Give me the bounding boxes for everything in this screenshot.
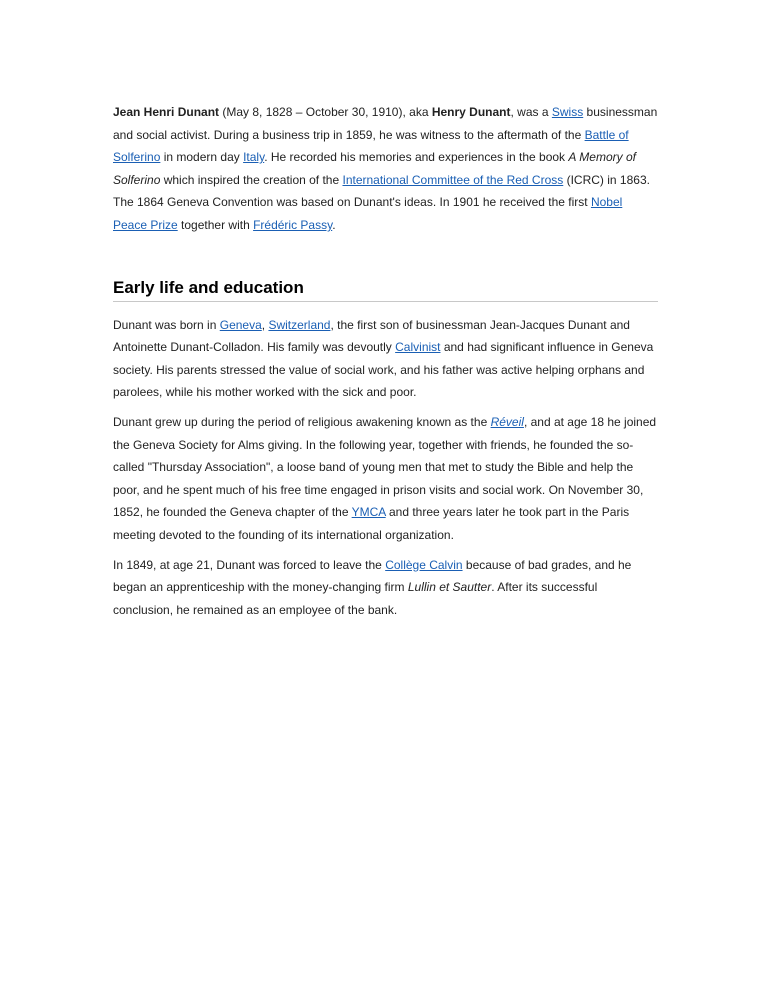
intro-text: together with [177,217,254,232]
book-title: A Memory of Solferino [113,150,636,187]
intro-text: in modern day [160,150,244,165]
subject-name: Jean Henri Dunant [113,105,220,119]
paragraph-text: , [261,317,269,332]
section-heading: Early life and education [113,277,658,302]
paragraph-text: because of bad grades, and he began an apprenticeship with the money-changing firm [113,557,632,595]
link-college-calvin[interactable]: Collège Calvin [385,557,463,572]
paragraph-text: Dunant was born in [113,317,220,332]
link-reveil[interactable]: Réveil [490,414,524,429]
link-italy[interactable]: Italy [243,150,265,165]
aka-name: Henry Dunant [431,105,511,119]
link-frederic-passy[interactable]: Frédéric Passy [253,217,333,232]
intro-text: which inspired the creation of the [160,172,343,187]
paragraph-text: . After its successful conclusion, he remained as an employee of the bank. [113,580,598,617]
intro-text: . [332,217,336,232]
paragraph-text: , and at age 18 he joined the Geneva Society for Alms giving. In the following year, together with friends, he founded the so-called "Thursday Association", a loose band of young men that met to study the Bible and help the poor, and he spent much of his free time engaged in prison visits and social work. On November 30, 1852, he founded the Geneva chapter of the [113,414,657,520]
intro-paragraph [113,101,658,237]
link-swiss[interactable]: Swiss [551,105,584,119]
paragraph-text: and had significant influence in Geneva society. His parents stressed the value of social work, and his father was active helping orphans and parolees, while his mother worked with the sick and poor. [113,340,654,400]
link-battle-of-solferino[interactable]: Battle of Solferino [113,127,629,165]
section-paragraph-2 [113,411,658,547]
link-icrc[interactable]: International Committee of the Red Cross [342,172,564,187]
article-body [113,101,658,621]
link-calvinist[interactable]: Calvinist [395,340,441,355]
paragraph-text: and three years later he took part in the Paris meeting devoted to the founding of its international organization. [113,505,630,542]
firm-name: Lullin et Sautter [407,580,492,595]
paragraph-text: , the first son of businessman Jean-Jacques Dunant and Antoinette Dunant-Colladon. His family was devoutly [113,317,630,355]
intro-text: (ICRC) in 1863. The 1864 Geneva Convention was based on Dunant's ideas. In 1901 he received the first [113,172,650,210]
paragraph-text: Dunant grew up during the period of religious awakening known as the [113,414,491,429]
link-nobel-peace-prize[interactable]: Nobel Peace Prize [113,195,623,232]
section-paragraph-3 [113,554,658,622]
link-ymca[interactable]: YMCA [351,505,386,520]
link-switzerland[interactable]: Switzerland [268,317,331,332]
intro-text: businessman and social activist. During a business trip in 1859, he was witness to the aftermath of the [113,105,658,142]
intro-text: , was a [510,105,552,119]
intro-text: . He recorded his memories and experiences in the book [264,150,569,165]
intro-text: (May 8, 1828 – October 30, 1910), aka [219,105,432,119]
link-geneva[interactable]: Geneva [219,317,262,332]
section-paragraph-1 [113,314,658,404]
paragraph-text: In 1849, at age 21, Dunant was forced to leave the [113,557,386,572]
